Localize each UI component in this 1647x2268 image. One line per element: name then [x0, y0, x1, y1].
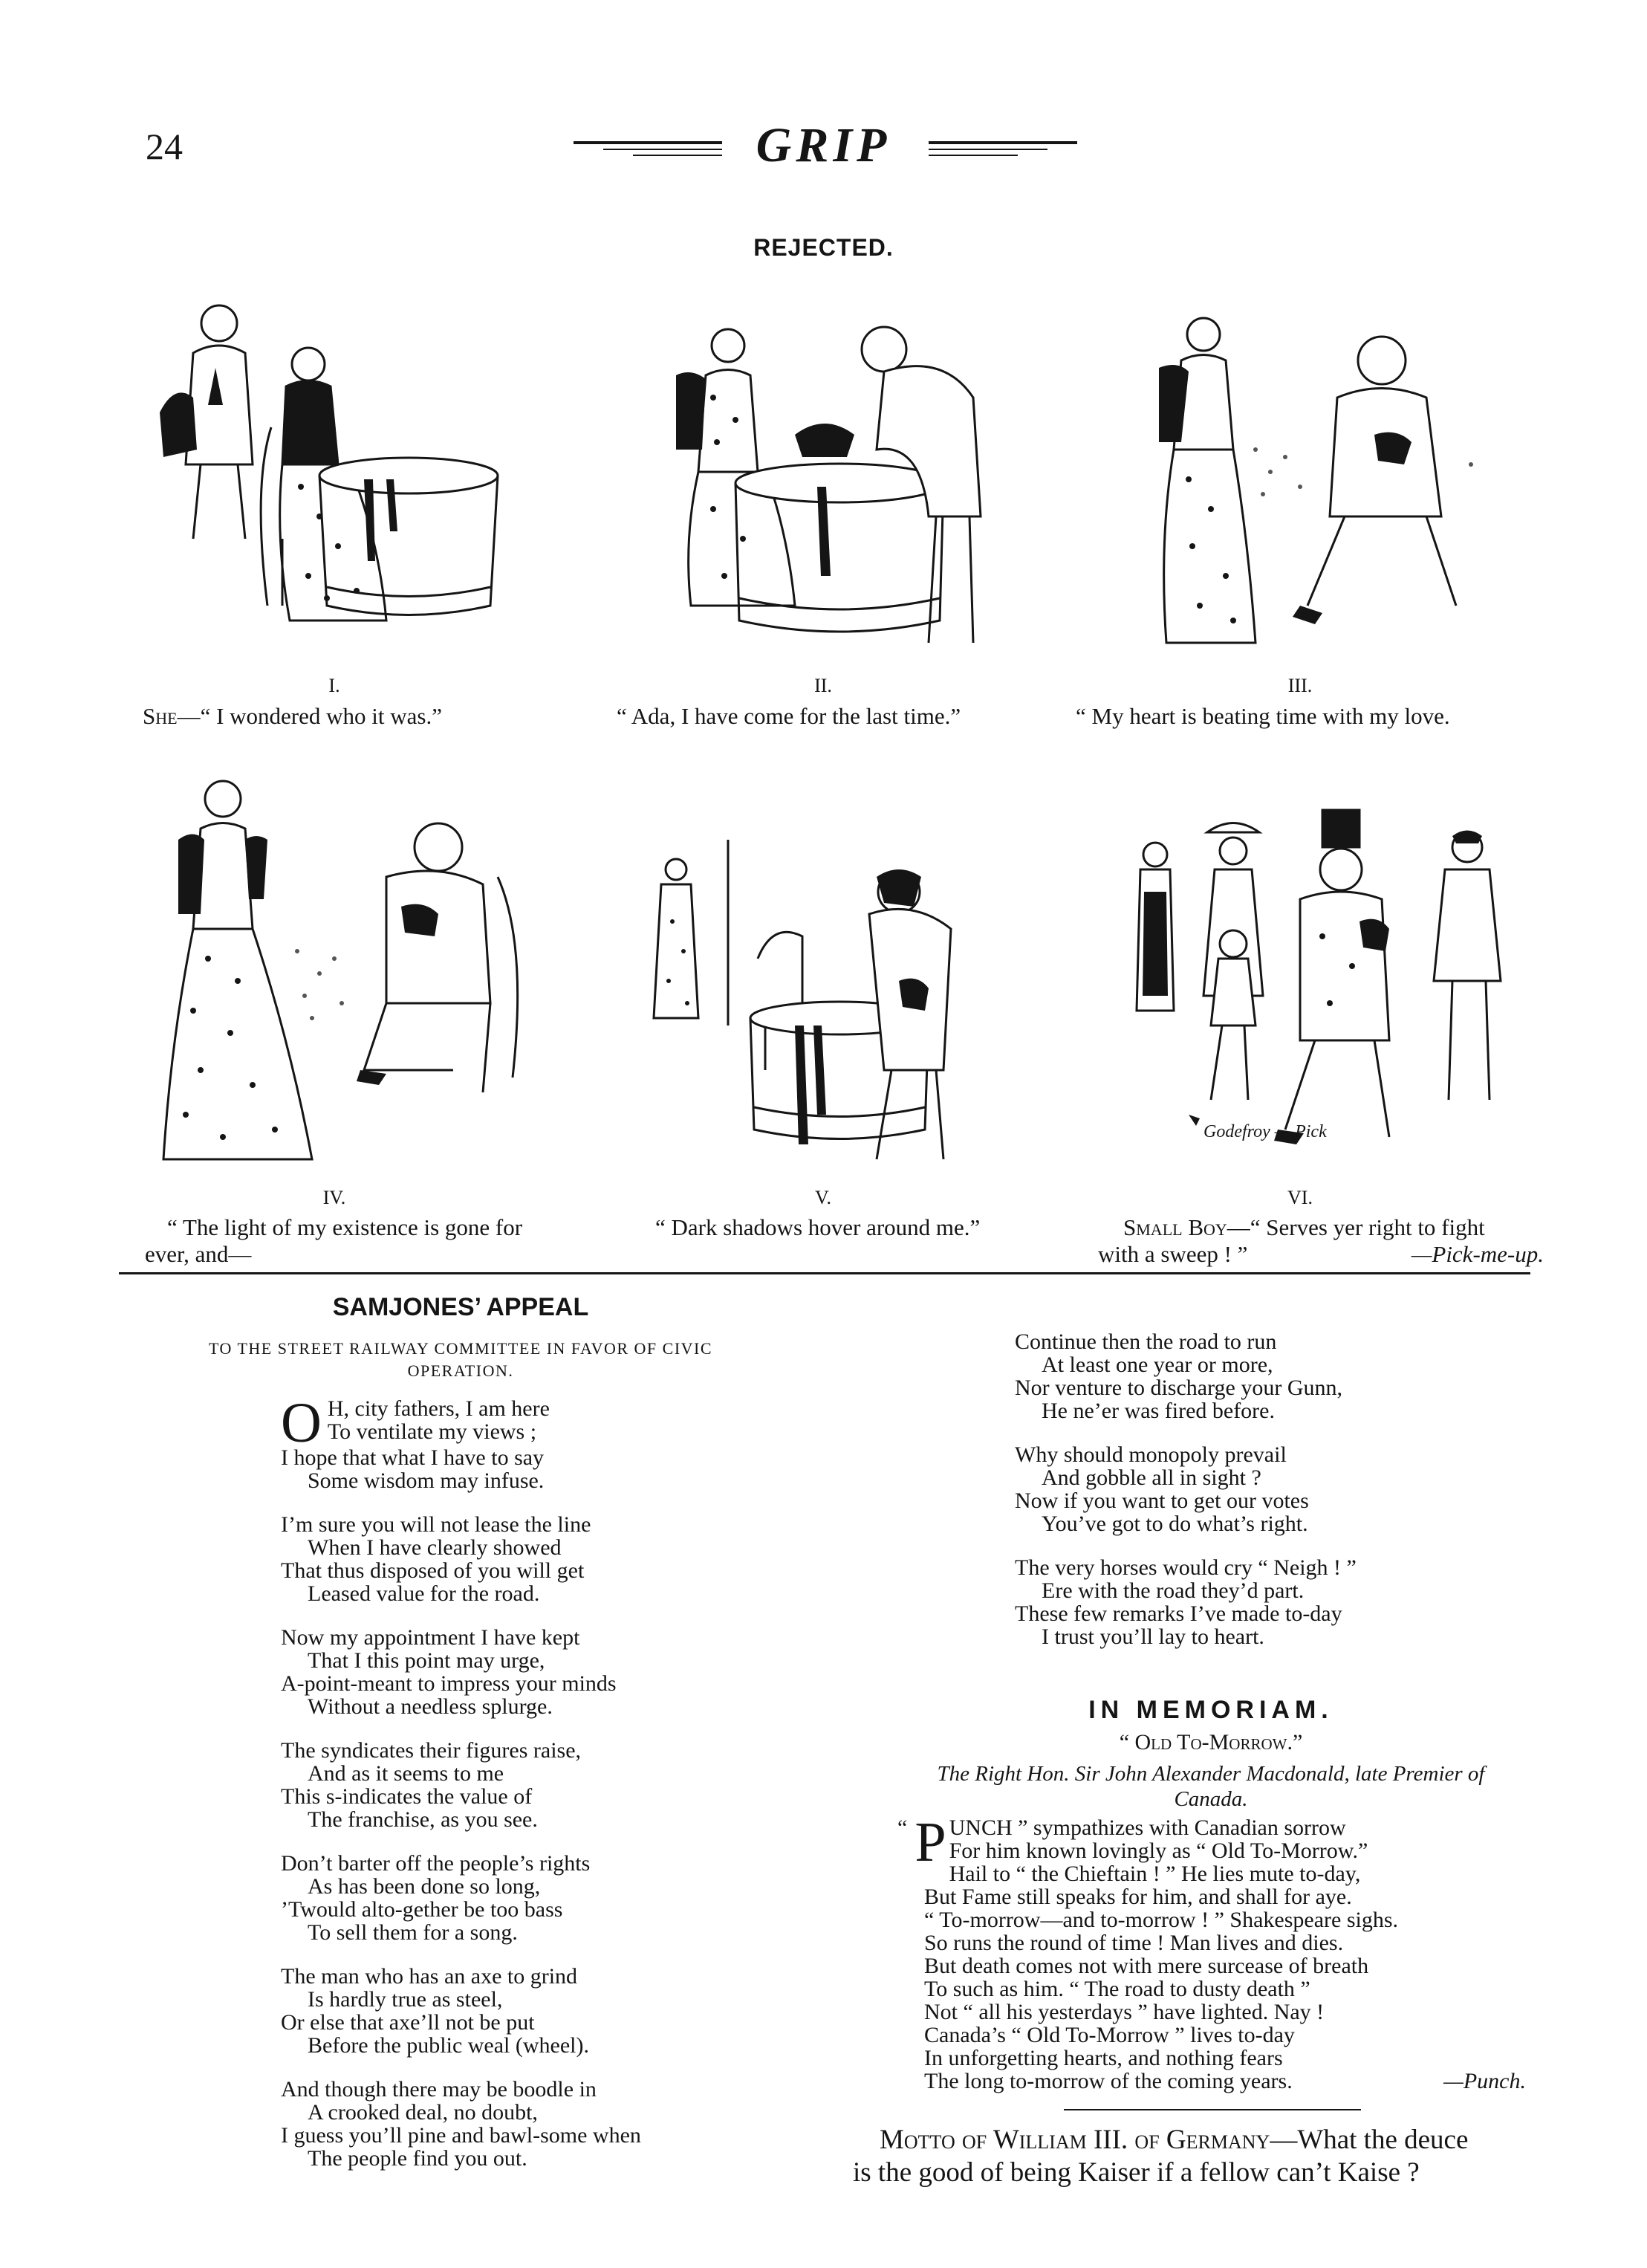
panel-6-caption-line-1-text: —“ Serves yer right to fight [1227, 1214, 1485, 1240]
poem-line: So runs the round of time ! Man lives and dies. [924, 1931, 1344, 1955]
memoriam-open-quote: “ [897, 1815, 908, 1840]
poem-line: A crooked deal, no doubt, [308, 2100, 538, 2125]
motto-lead: Motto of William III. of Germany [880, 2125, 1270, 2155]
poem-line: That I this point may urge, [308, 1648, 545, 1673]
panel-6-caption [1098, 1214, 1544, 1268]
poem-line: A-point-meant to impress your minds [281, 1671, 617, 1696]
memoriam-dedication-line-1: The Right Hon. Sir John Alexander Macdonald, late Premier of [937, 1762, 1485, 1786]
panel-6-caption-line-2-text: with a sweep ! ” [1098, 1241, 1248, 1267]
poem-line: That thus disposed of you will get [281, 1558, 585, 1583]
poem-line: Canada’s “ Old To-Morrow ” lives to-day [924, 2023, 1295, 2047]
poem-line: Leased value for the road. [308, 1581, 540, 1606]
samjones-subtitle [141, 1338, 780, 1382]
poem-line: I guess you’ll pine and bawl-some when [281, 2123, 641, 2148]
poem-line: Continue then the road to run [1015, 1329, 1277, 1354]
poem-line [897, 2070, 1526, 2093]
poem-line: The people find you out. [308, 2146, 527, 2171]
panel-2-illustration [631, 294, 1047, 673]
panel-2-numeral: II. [814, 675, 832, 696]
poem-line: And though there may be boodle in [281, 2077, 597, 2102]
panel-1-caption-text: —“ I wondered who it was.” [177, 703, 442, 729]
panel-4-numeral: IV. [322, 1187, 346, 1208]
poem-line: I trust you’ll lay to heart. [1042, 1624, 1264, 1649]
poem-line: I hope that what I have to say [281, 1445, 545, 1470]
cartoon-panel-6 [1114, 803, 1530, 1174]
poem-line: Why should monopoly prevail [1015, 1442, 1287, 1467]
masthead-rule-right [929, 141, 1077, 144]
panel-4-illustration [141, 758, 557, 1174]
samjones-stanza-2 [281, 1513, 741, 1605]
poem-line: To sell them for a song. [308, 1920, 518, 1945]
poem-line: ’Twould alto-gether be too bass [281, 1897, 563, 1922]
samjones-stanza-9 [1015, 1443, 1475, 1535]
poem-line: I’m sure you will not lease the line [281, 1512, 591, 1537]
samjones-dropcap: O [281, 1392, 322, 1454]
samjones-stanza-8 [1015, 1330, 1475, 1422]
panel-1-caption [143, 703, 442, 730]
panel-4-caption-line-2: ever, and— [145, 1241, 252, 1267]
poem-line: The franchise, as you see. [308, 1807, 538, 1832]
poem-line: At least one year or more, [1042, 1352, 1273, 1377]
poem-line: UNCH ” sympathizes with Canadian sorrow [949, 1815, 1346, 1840]
poem-line: In unforgetting hearts, and nothing fears [924, 2046, 1283, 2070]
poem-line: For him known lovingly as “ Old To-Morrow.” [949, 1838, 1368, 1863]
memoriam-poem [897, 1811, 1536, 2093]
poem-line: Without a needless splurge. [308, 1694, 553, 1719]
page-number: 24 [146, 126, 183, 167]
poem-line: But Fame still speaks for him, and shall for aye. [924, 1885, 1352, 1909]
panel-6-caption-line-2 [1098, 1241, 1544, 1268]
panel-3-caption: “ My heart is beating time with my love. [1076, 703, 1450, 729]
masthead-rule-right-3 [929, 155, 1018, 156]
cartoon-panel-4 [141, 758, 557, 1174]
panel-6-illustration [1114, 803, 1530, 1174]
poem-line: The syndicates their figures raise, [281, 1738, 582, 1763]
poem-line: The man who has an axe to grind [281, 1964, 578, 1989]
memoriam-first-lines [897, 1811, 1536, 1873]
poem-line: To such as him. “ The road to dusty death ” [924, 1977, 1310, 2001]
poem-line: These few remarks I’ve made to-day [1015, 1601, 1342, 1626]
panel-6-numeral: VI. [1287, 1187, 1313, 1208]
samjones-stanza-5 [281, 1852, 741, 1944]
samjones-title: SAMJONES’ APPEAL [332, 1293, 589, 1321]
poem-line: When I have clearly showed [308, 1535, 562, 1560]
memoriam-dedication-line-2: Canada. [1174, 1787, 1248, 1811]
poem-line: H, city fathers, I am here [327, 1396, 550, 1421]
poem-line: As has been done so long, [308, 1874, 541, 1899]
panel-5-numeral: V. [815, 1187, 831, 1208]
memoriam-divider [1064, 2109, 1361, 2110]
cartoon-title: REJECTED. [753, 234, 894, 261]
poem-line: Is hardly true as steel, [308, 1987, 503, 2012]
panel-5-caption: “ Dark shadows hover around me.” [655, 1214, 981, 1240]
poem-line: Now my appointment I have kept [281, 1625, 580, 1650]
poem-line: You’ve got to do what’s right. [1042, 1512, 1308, 1536]
memoriam-title: IN MEMORIAM. [1088, 1696, 1333, 1724]
poem-line: And gobble all in sight ? [1042, 1465, 1261, 1490]
cartoon-panel-3 [1114, 294, 1530, 673]
panel-6-caption-lead: Small Boy [1123, 1214, 1227, 1240]
samjones-poem [281, 1392, 741, 2191]
panel-3-numeral: III. [1287, 675, 1313, 696]
panel-1-illustration [141, 294, 557, 673]
samjones-subtitle-line-1: TO THE STREET RAILWAY COMMITTEE IN FAVOR OF CIVIC [208, 1339, 713, 1358]
samjones-stanza-1 [281, 1392, 741, 1493]
poem-line: Nor venture to discharge your Gunn, [1015, 1376, 1343, 1400]
poem-line: He ne’er was fired before. [1042, 1399, 1275, 1423]
memoriam-subtitle-text: “ Old To-Morrow.” [1119, 1730, 1303, 1755]
poem-line: Don’t barter off the people’s rights [281, 1851, 591, 1876]
panel-1-numeral: I. [328, 675, 340, 696]
poem-line: Not “ all his yesterdays ” have lighted. Nay ! [924, 2000, 1325, 2024]
motto-line-1-text: —What the deuce [1270, 2125, 1469, 2155]
samjones-subtitle-line-2: OPERATION. [407, 1361, 514, 1380]
samjones-stanza-7 [281, 2078, 741, 2170]
section-divider [119, 1272, 1530, 1274]
memoriam-dedication [854, 1761, 1568, 1812]
cartoon-panel-2 [631, 294, 1047, 673]
poem-line: Now if you want to get our votes [1015, 1488, 1309, 1513]
masthead-rule-right-2 [929, 149, 1047, 150]
poem-line: This s-indicates the value of [281, 1784, 533, 1809]
panel-4-caption-line-1: “ The light of my existence is gone for [167, 1214, 523, 1240]
poem-line: But death comes not with mere surcease of breath [924, 1954, 1369, 1978]
memoriam-dropcap: P [915, 1811, 946, 1873]
memoriam-credit: —Punch. [1443, 2069, 1526, 2093]
poem-line: And as it seems to me [308, 1761, 504, 1786]
cartoon-panel-5 [631, 832, 1047, 1174]
panel-3-illustration [1114, 294, 1530, 673]
motto-line-1 [853, 2124, 1544, 2157]
panel-5-illustration [631, 832, 1047, 1174]
poem-line: The very horses would cry “ Neigh ! ” [1015, 1555, 1357, 1580]
panel-1-caption-lead: She [143, 703, 178, 729]
memoriam-subtitle [854, 1730, 1568, 1755]
poem-line: Ere with the road they’d part. [1042, 1578, 1305, 1603]
poem-line: Before the public weal (wheel). [308, 2033, 589, 2058]
poem-line: Hail to “ the Chieftain ! ” He lies mute to-day, [949, 1862, 1361, 1886]
panel-6-caption-line-1 [1098, 1214, 1544, 1241]
samjones-stanza-4 [281, 1739, 741, 1831]
poem-line: To ventilate my views ; [327, 1419, 537, 1444]
poem-line: “ To-morrow—and to-morrow ! ” Shakespeare sighs. [924, 1908, 1399, 1932]
samjones-continuation [1015, 1330, 1475, 1669]
samjones-stanza-6 [281, 1965, 741, 2057]
cartoonist-signature: Godefroy — Pick [1203, 1122, 1327, 1141]
samjones-stanza-10 [1015, 1556, 1475, 1648]
cartoon-panel-1 [141, 294, 557, 673]
motto-line-2: is the good of being Kaiser if a fellow can’t Kaise ? [853, 2157, 1420, 2188]
motto-paragraph [853, 2124, 1544, 2189]
panel-6-credit: —Pick-me-up. [1411, 1241, 1544, 1267]
panel-2-caption: “ Ada, I have come for the last time.” [617, 703, 961, 729]
poem-line: Some wisdom may infuse. [308, 1468, 545, 1493]
poem-line: Or else that axe’ll not be put [281, 2010, 535, 2035]
masthead-title: GRIP [756, 118, 891, 172]
memoriam-last-line: The long to-morrow of the coming years. [924, 2069, 1293, 2093]
panel-4-caption [145, 1214, 591, 1268]
samjones-stanza-3 [281, 1626, 741, 1718]
